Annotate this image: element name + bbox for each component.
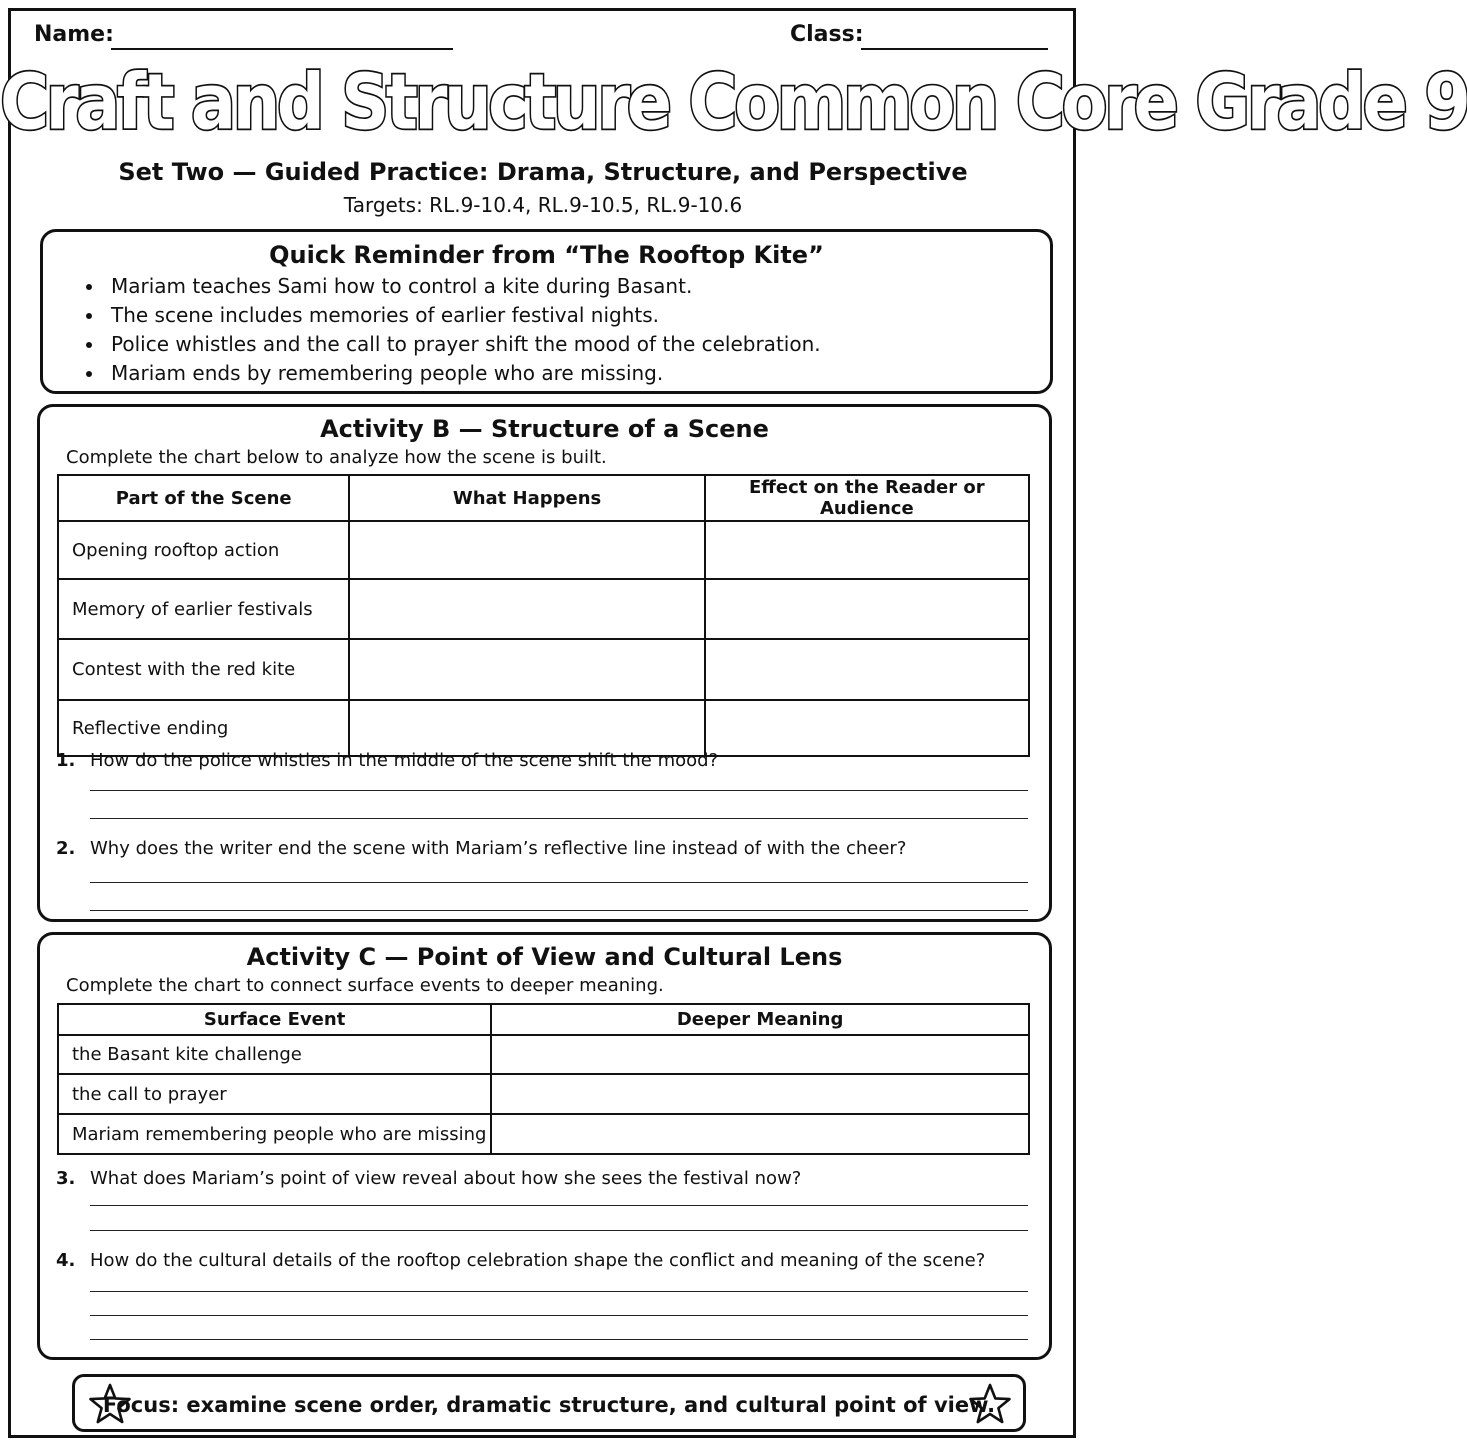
standards-targets: Targets: RL.9-10.4, RL.9-10.5, RL.9-10.6 bbox=[343, 193, 743, 217]
cultural-lens-table bbox=[57, 1003, 1030, 1155]
table-row bbox=[58, 1114, 1029, 1154]
column-header: Deeper Meaning bbox=[491, 1004, 1029, 1035]
focus-text: Focus: examine scene order, dramatic structure, and cultural point of view. bbox=[102, 1393, 996, 1417]
row-label: the Basant kite challenge bbox=[58, 1035, 491, 1074]
answer-line[interactable] bbox=[90, 1291, 1028, 1292]
focus-banner bbox=[72, 1374, 1026, 1432]
row-label: Reflective ending bbox=[58, 700, 349, 756]
effect-cell[interactable] bbox=[705, 579, 1029, 639]
what-happens-cell[interactable] bbox=[349, 700, 704, 756]
table-header-row bbox=[58, 475, 1029, 521]
activity-b-title: Activity B — Structure of a Scene bbox=[320, 415, 769, 443]
row-label: Contest with the red kite bbox=[58, 639, 349, 700]
scene-structure-table bbox=[57, 474, 1030, 757]
column-header: Effect on the Reader or Audience bbox=[705, 475, 1029, 521]
column-header: Part of the Scene bbox=[58, 475, 349, 521]
deeper-meaning-cell[interactable] bbox=[491, 1074, 1029, 1114]
question-number: 2. bbox=[56, 838, 76, 859]
name-field[interactable] bbox=[111, 48, 453, 50]
row-label: Mariam remembering people who are missing bbox=[58, 1114, 491, 1154]
column-header: What Happens bbox=[349, 475, 704, 521]
page-title: Craft and Structure Common Core Grade 9 bbox=[0, 58, 1467, 147]
table-row bbox=[58, 639, 1029, 700]
answer-line[interactable] bbox=[90, 1315, 1028, 1316]
reminder-bullet: • Mariam ends by remembering people who are missing. bbox=[105, 359, 821, 388]
table-row bbox=[58, 1074, 1029, 1114]
what-happens-cell[interactable] bbox=[349, 521, 704, 579]
question-text: What does Mariam’s point of view reveal about how she sees the festival now? bbox=[90, 1168, 802, 1189]
answer-line[interactable] bbox=[90, 790, 1028, 791]
reminder-title: Quick Reminder from “The Rooftop Kite” bbox=[269, 241, 824, 269]
activity-c-title: Activity C — Point of View and Cultural Lens bbox=[246, 943, 843, 971]
row-label: Memory of earlier festivals bbox=[58, 579, 349, 639]
activity-c-instruction: Complete the chart to connect surface events to deeper meaning. bbox=[66, 975, 664, 996]
question-number: 1. bbox=[56, 750, 76, 771]
what-happens-cell[interactable] bbox=[349, 639, 704, 700]
question-number: 4. bbox=[56, 1250, 76, 1271]
what-happens-cell[interactable] bbox=[349, 579, 704, 639]
activity-b-instruction: Complete the chart below to analyze how the scene is built. bbox=[66, 447, 607, 468]
row-label: Opening rooftop action bbox=[58, 521, 349, 579]
answer-line[interactable] bbox=[90, 1230, 1028, 1231]
question-number: 3. bbox=[56, 1168, 76, 1189]
star-icon bbox=[969, 1383, 1011, 1425]
answer-line[interactable] bbox=[90, 882, 1028, 883]
table-row bbox=[58, 700, 1029, 756]
effect-cell[interactable] bbox=[705, 639, 1029, 700]
reminder-bullet: • The scene includes memories of earlier festival nights. bbox=[105, 301, 821, 330]
effect-cell[interactable] bbox=[705, 700, 1029, 756]
question-text: Why does the writer end the scene with Mariam’s reflective line instead of with the cheer? bbox=[90, 838, 907, 859]
deeper-meaning-cell[interactable] bbox=[491, 1114, 1029, 1154]
reminder-box bbox=[40, 229, 1053, 394]
name-label: Name: bbox=[34, 22, 114, 47]
deeper-meaning-cell[interactable] bbox=[491, 1035, 1029, 1074]
effect-cell[interactable] bbox=[705, 521, 1029, 579]
table-header-row bbox=[58, 1004, 1029, 1035]
answer-line[interactable] bbox=[90, 910, 1028, 911]
class-field[interactable] bbox=[861, 48, 1048, 50]
table-row bbox=[58, 579, 1029, 639]
question-text: How do the cultural details of the rooftop celebration shape the conflict and meaning of the scene? bbox=[90, 1250, 986, 1271]
table-row bbox=[58, 1035, 1029, 1074]
answer-line[interactable] bbox=[90, 818, 1028, 819]
question-text: How do the police whistles in the middle of the scene shift the mood? bbox=[90, 750, 719, 771]
column-header: Surface Event bbox=[58, 1004, 491, 1035]
row-label: the call to prayer bbox=[58, 1074, 491, 1114]
class-label: Class: bbox=[790, 22, 864, 47]
page-subtitle: Set Two — Guided Practice: Drama, Structure, and Perspective bbox=[118, 158, 968, 186]
table-row bbox=[58, 521, 1029, 579]
reminder-bullet: • Mariam teaches Sami how to control a kite during Basant. bbox=[105, 272, 821, 301]
reminder-list bbox=[83, 272, 821, 388]
reminder-bullet: • Police whistles and the call to prayer shift the mood of the celebration. bbox=[105, 330, 821, 359]
answer-line[interactable] bbox=[90, 1205, 1028, 1206]
answer-line[interactable] bbox=[90, 1339, 1028, 1340]
